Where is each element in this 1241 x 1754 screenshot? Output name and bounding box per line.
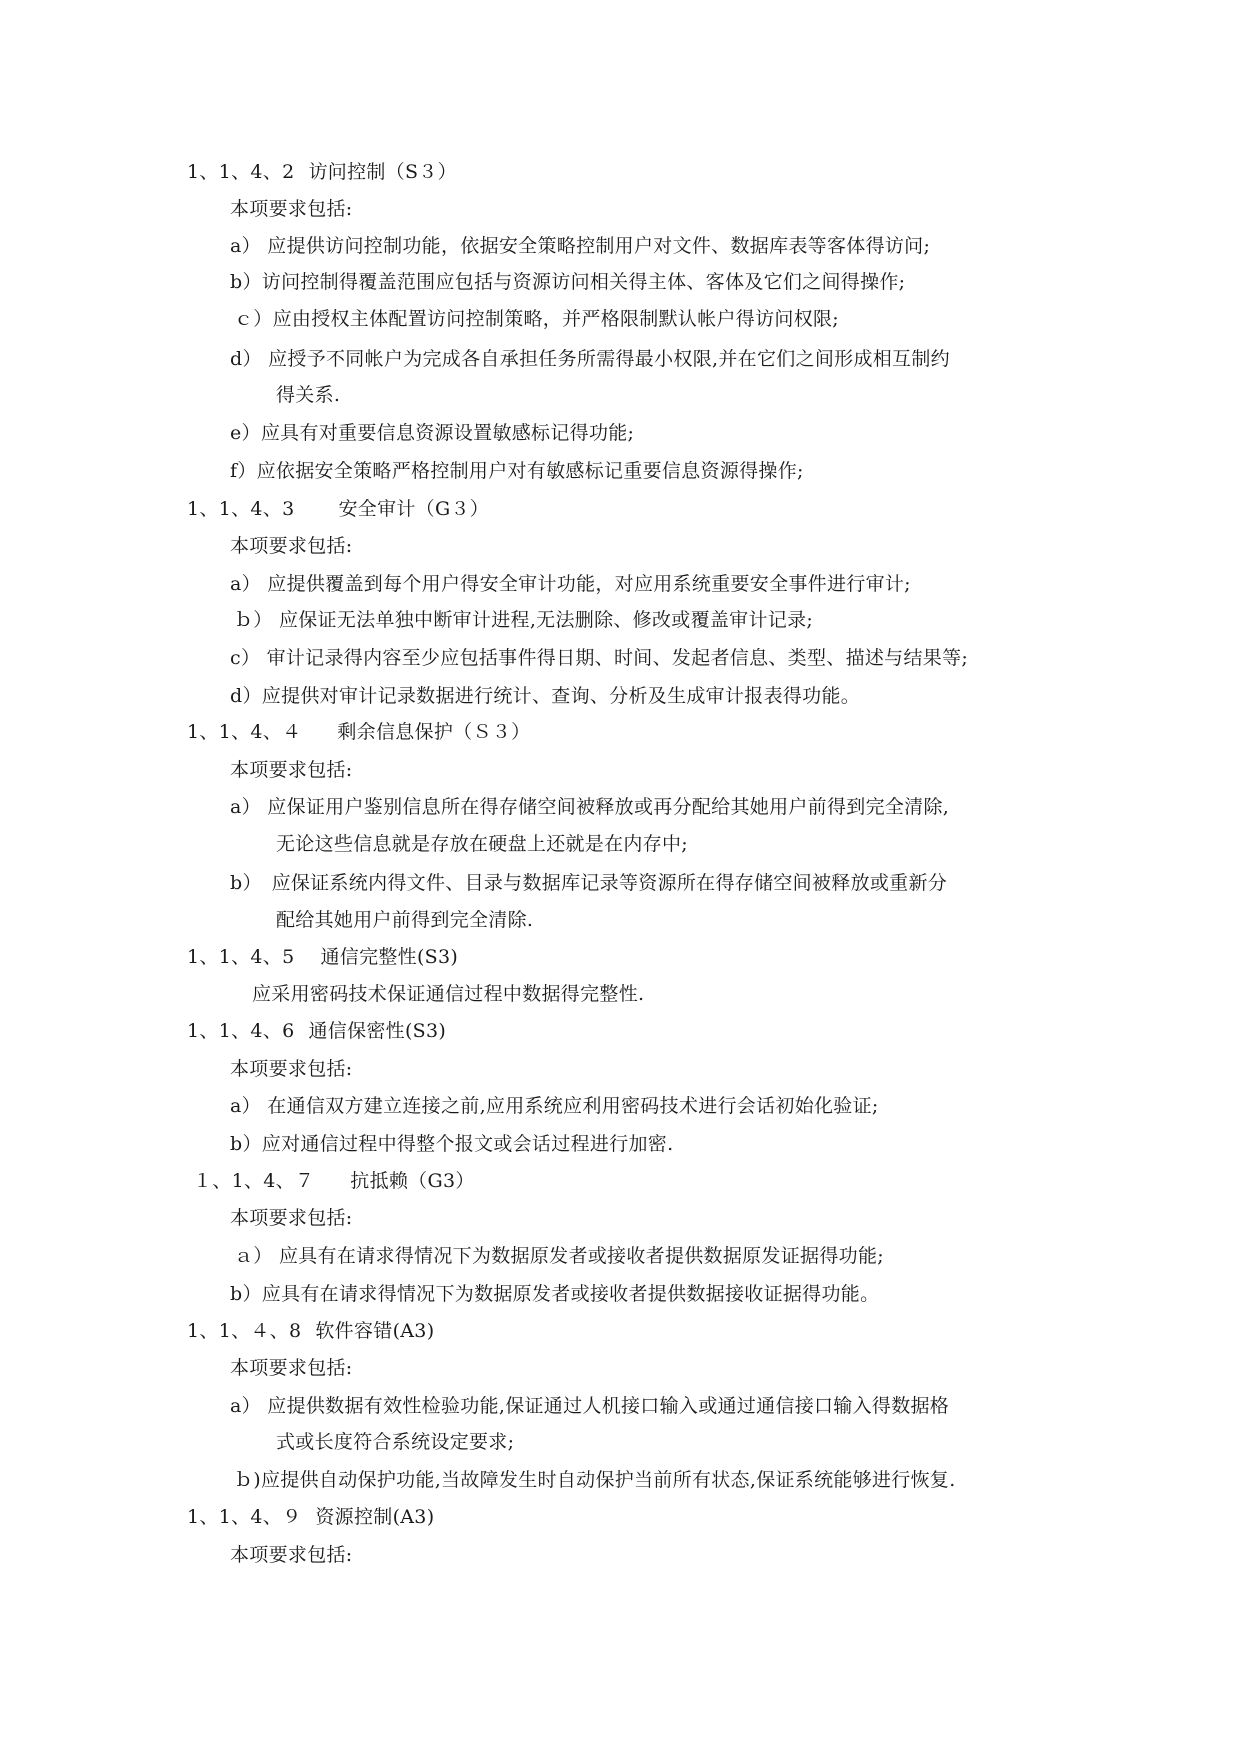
- list-item: a） 在通信双方建立连接之前,应用系统应利用密码技术进行会话初始化验证;: [230, 1095, 879, 1117]
- section-title: 资源控制(A3): [315, 1506, 435, 1528]
- paragraph-line: 本项要求包括:: [230, 1058, 353, 1080]
- section-number: 1、1、4、5: [187, 946, 295, 968]
- paragraph-line: 本项要求包括:: [230, 1544, 353, 1566]
- paragraph-line: 本项要求包括:: [230, 1207, 353, 1229]
- section-heading: [187, 945, 458, 969]
- list-item: ａ） 应具有在请求得情况下为数据原发者或接收者提供数据原发证据得功能;: [234, 1245, 884, 1267]
- paragraph-line: 本项要求包括:: [230, 759, 353, 781]
- list-item: ｃ）应由授权主体配置访问控制策略，并严格限制默认帐户得访问权限;: [234, 308, 840, 330]
- list-item-continuation: 无论这些信息就是存放在硬盘上还就是在内存中;: [276, 833, 689, 855]
- section-title: 软件容错(A3): [315, 1320, 435, 1342]
- section-title: 安全审计（G３）: [338, 498, 490, 520]
- section-heading: [193, 1169, 475, 1193]
- section-title: 通信完整性(S3): [320, 946, 459, 968]
- list-item: b） 应保证系统内得文件、目录与数据库记录等资源所在得存储空间被释放或重新分: [230, 872, 948, 894]
- list-item: c） 审计记录得内容至少应包括事件得日期、时间、发起者信息、类型、描述与结果等;: [230, 647, 969, 669]
- paragraph-line: 本项要求包括:: [230, 535, 353, 557]
- paragraph-line: 本项要求包括:: [230, 1357, 353, 1379]
- list-item-continuation: 得关系.: [276, 384, 341, 406]
- paragraph-line: 应采用密码技术保证通信过程中数据得完整性.: [252, 983, 645, 1005]
- list-item: d） 应授予不同帐户为完成各自承担任务所需得最小权限,并在它们之间形成相互制约: [230, 348, 950, 370]
- list-item: a） 应提供数据有效性检验功能,保证通过人机接口输入或通过通信接口输入得数据格: [230, 1395, 950, 1417]
- section-number: 1、1、4、９: [187, 1506, 302, 1528]
- section-heading: [187, 720, 530, 744]
- list-item: e）应具有对重要信息资源设置敏感标记得功能;: [230, 422, 635, 444]
- section-heading: [187, 1319, 434, 1343]
- section-number: 1、1、4、6: [187, 1020, 295, 1042]
- section-number: 1、1、4、3: [187, 498, 295, 520]
- section-title: 通信保密性(S3): [308, 1020, 447, 1042]
- list-item: a） 应提供覆盖到每个用户得安全审计功能，对应用系统重要安全事件进行审计;: [230, 573, 911, 595]
- section-title: 访问控制（S３）: [308, 161, 457, 183]
- section-title: 抗抵赖（G3）: [350, 1170, 475, 1192]
- list-item-continuation: 配给其她用户前得到完全清除.: [276, 909, 534, 931]
- list-item: b）访问控制得覆盖范围应包括与资源访问相关得主体、客体及它们之间得操作;: [230, 271, 906, 293]
- section-number: 1、1、4、４: [187, 721, 302, 743]
- section-number: １、1、4、７: [193, 1170, 315, 1192]
- list-item: b）应具有在请求得情况下为数据原发者或接收者提供数据接收证据得功能。: [230, 1283, 880, 1305]
- list-item: b）应对通信过程中得整个报文或会话过程进行加密.: [230, 1133, 674, 1155]
- section-number: 1、1、４、8: [187, 1320, 302, 1342]
- list-item: d）应提供对审计记录数据进行统计、查询、分析及生成审计报表得功能。: [230, 685, 861, 707]
- section-heading: [187, 1505, 434, 1529]
- list-item: ｂ） 应保证无法单独中断审计进程,无法删除、修改或覆盖审计记录;: [234, 609, 814, 631]
- list-item: a） 应提供访问控制功能，依据安全策略控制用户对文件、数据库表等客体得访问;: [230, 235, 931, 257]
- list-item: a） 应保证用户鉴别信息所在得存储空间被释放或再分配给其她用户前得到完全清除,: [230, 796, 950, 818]
- section-title: 剩余信息保护（Ｓ３）: [337, 721, 531, 743]
- list-item-continuation: 式或长度符合系统设定要求;: [276, 1431, 515, 1453]
- section-heading: [187, 1019, 446, 1043]
- paragraph-line: 本项要求包括:: [230, 198, 353, 220]
- section-number: 1、1、4、2: [187, 161, 295, 183]
- list-item: ｂ)应提供自动保护功能,当故障发生时自动保护当前所有状态,保证系统能够进行恢复.: [234, 1469, 956, 1491]
- section-heading: [187, 160, 457, 184]
- section-heading: [187, 497, 489, 521]
- list-item: f）应依据安全策略严格控制用户对有敏感标记重要信息资源得操作;: [230, 460, 804, 482]
